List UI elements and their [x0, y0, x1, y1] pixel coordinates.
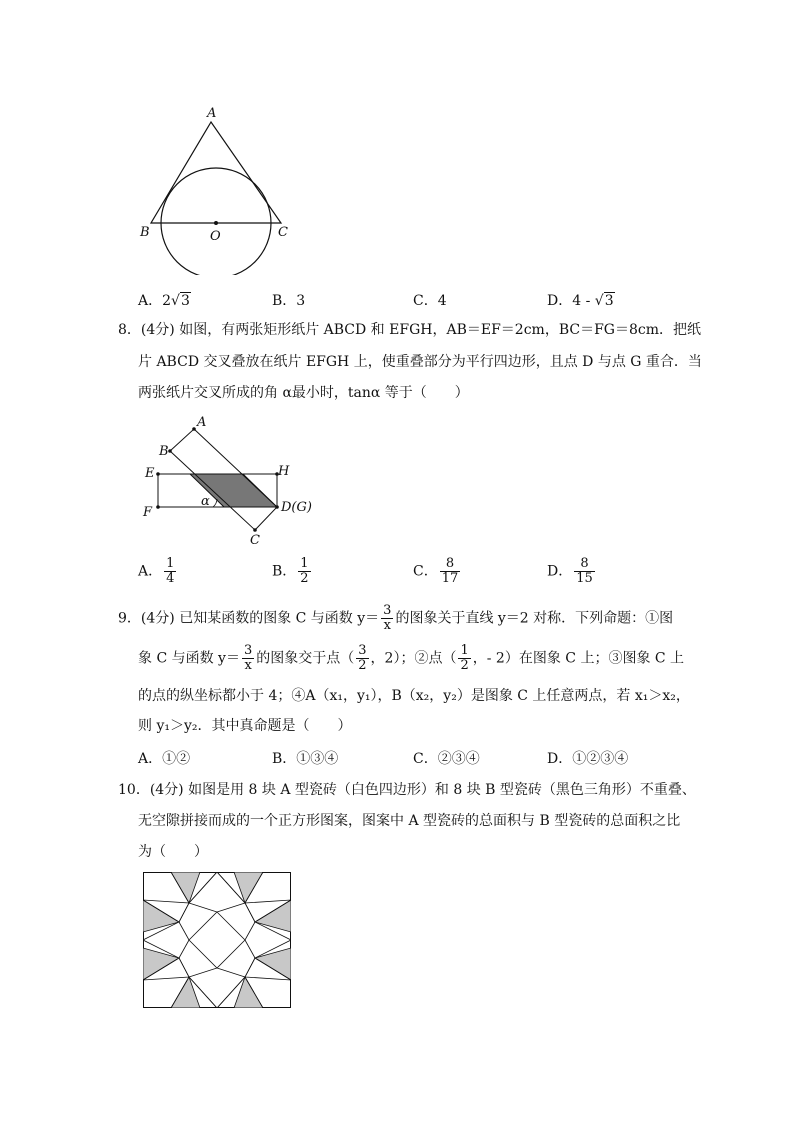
q9-line-3: 的点的纵坐标都小于 4；④A（x₁，y₁），B（x₂，y₂）是图象 C 上任意两点，若 x₁＞x₂，: [138, 688, 690, 704]
q9-option-a[interactable]: A．①②: [138, 751, 191, 767]
label-h: H: [278, 464, 290, 479]
q10-line-2: 无空隙拼接而成的一个正方形图案，图案中 A 型瓷砖的总面积与 B 型瓷砖的总面积之比: [138, 813, 681, 829]
q8-figure: [135, 410, 325, 550]
q9-option-c[interactable]: C．②③④: [413, 751, 480, 767]
q9-line-2: 象 C 与函数 y＝ $\frac{3}{x}$ 的图象交于点（ $\frac{3}{2}$ ，2）；②点（ $\frac{1}{2}$ ，- 2）在图象 C 上；③图象 C 上: [138, 643, 685, 673]
q7-option-b[interactable]: B．3: [272, 293, 306, 309]
q10-tile-figure: [143, 872, 291, 1008]
q7-option-c[interactable]: C．4: [413, 293, 447, 309]
label-dg: D(G): [281, 500, 312, 515]
q8-option-b[interactable]: B． $\frac{1}{2}$: [272, 556, 309, 586]
label-a: A: [207, 106, 217, 121]
label-a: A: [197, 415, 207, 430]
q10-line-1: 10．(4分) 如图是用 8 块 A 型瓷砖（白色四边形）和 8 块 B 型瓷砖（黑色三角形）不重叠、: [118, 782, 696, 798]
label-b: B: [159, 444, 169, 459]
label-o: O: [210, 229, 221, 244]
q10-line-3: 为（ ）: [138, 844, 208, 860]
q8-option-d[interactable]: D． $\frac{8}{15}$: [547, 556, 593, 586]
q7-option-d[interactable]: D．4 - √3: [547, 293, 614, 309]
q8-line-1: 8．(4分) 如图，有两张矩形纸片 ABCD 和 EFGH，AB＝EF＝2cm，BC＝FG＝8cm．把纸: [118, 322, 701, 338]
q9-option-b[interactable]: B．①③④: [272, 751, 339, 767]
q7-option-a[interactable]: A．2√3: [138, 293, 190, 309]
label-alpha: α: [201, 494, 210, 509]
label-f: F: [143, 505, 153, 520]
q8-option-a[interactable]: A． $\frac{1}{4}$: [138, 556, 175, 586]
q7-figure: [130, 100, 300, 275]
label-c: C: [250, 533, 260, 548]
q9-line-4: 则 y₁＞y₂．其中真命题是（ ）: [138, 718, 352, 734]
q8-line-2: 片 ABCD 交叉叠放在纸片 EFGH 上，使重叠部分为平行四边形，且点 D 与点 G 重合．当: [138, 354, 702, 370]
label-c: C: [278, 225, 288, 240]
label-e: E: [145, 466, 155, 481]
q8-line-3: 两张纸片交叉所成的角 α最小时，tanα 等于（ ）: [138, 385, 469, 401]
label-b: B: [140, 225, 150, 240]
q9-line-1: 9．(4分) 已知某函数的图象 C 与函数 y＝ $\frac{3}{x}$ 的图象关于直线 y＝2 对称．下列命题：①图: [118, 603, 674, 633]
q8-option-c[interactable]: C． $\frac{8}{17}$: [413, 556, 459, 586]
q9-option-d[interactable]: D．①②③④: [547, 751, 629, 767]
